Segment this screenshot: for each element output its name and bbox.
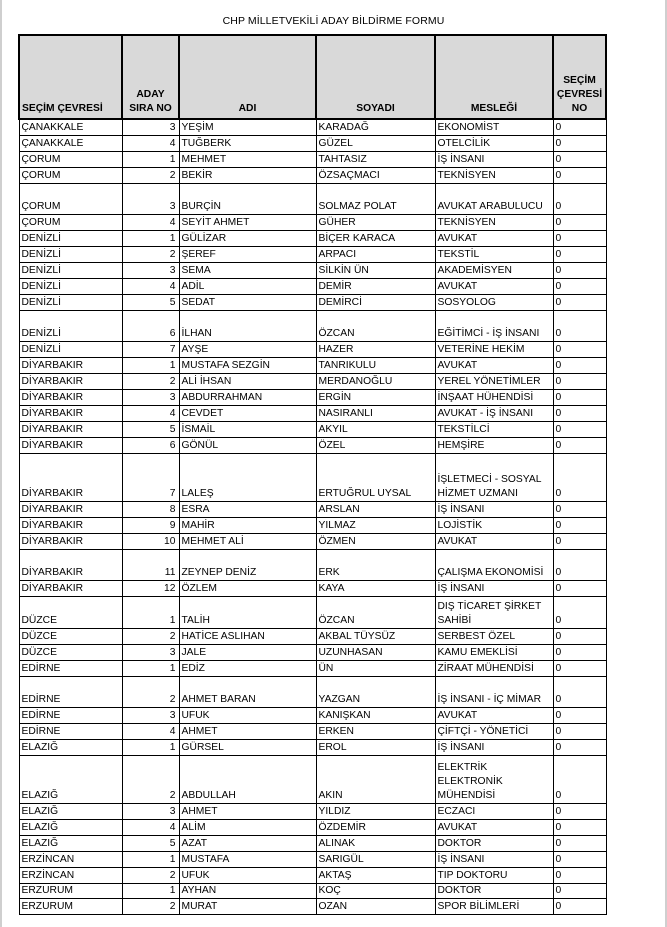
cell-aday-sira-no: 1 [122, 739, 179, 755]
cell-adi: TUĞBERK [179, 135, 316, 151]
cell-meslegi: İŞ İNSANI [435, 739, 553, 755]
cell-soyadi: ÖZCAN [316, 597, 435, 629]
cell-adi: ABDURRAHMAN [179, 390, 316, 406]
cell-adi: SEDAT [179, 294, 316, 310]
cell-meslegi: İŞ İNSANI [435, 501, 553, 517]
cell-aday-sira-no: 5 [122, 422, 179, 438]
cell-aday-sira-no: 1 [122, 231, 179, 247]
cell-aday-sira-no: 6 [122, 310, 179, 342]
cell-aday-sira-no: 3 [122, 183, 179, 215]
cell-secim-cevresi: DENİZLİ [19, 279, 122, 295]
cell-secim-cevresi: ELAZIĞ [19, 803, 122, 819]
cell-secim-cevresi-no: 0 [553, 422, 606, 438]
cell-aday-sira-no: 3 [122, 708, 179, 724]
cell-secim-cevresi: DİYARBAKIR [19, 374, 122, 390]
cell-aday-sira-no: 1 [122, 597, 179, 629]
cell-meslegi: TEKNİSYEN [435, 167, 553, 183]
cell-adi: İLHAN [179, 310, 316, 342]
cell-soyadi: AKYIL [316, 422, 435, 438]
cell-secim-cevresi-no: 0 [553, 803, 606, 819]
cell-adi: ESRA [179, 501, 316, 517]
cell-secim-cevresi: ELAZIĞ [19, 835, 122, 851]
table-row [19, 819, 606, 835]
cell-secim-cevresi: DÜZCE [19, 597, 122, 629]
cell-meslegi: İŞ İNSANI [435, 581, 553, 597]
table-row [19, 453, 606, 501]
cell-secim-cevresi: ÇORUM [19, 167, 122, 183]
cell-secim-cevresi: ELAZIĞ [19, 819, 122, 835]
cell-adi: GÜRSEL [179, 739, 316, 755]
table-row [19, 279, 606, 295]
cell-soyadi: TANRIKULU [316, 358, 435, 374]
cell-soyadi: OZAN [316, 899, 435, 915]
cell-adi: SEYİT AHMET [179, 215, 316, 231]
cell-adi: HATİCE ASLIHAN [179, 628, 316, 644]
cell-adi: AYŞE [179, 342, 316, 358]
table-row [19, 755, 606, 803]
cell-secim-cevresi-no: 0 [553, 899, 606, 915]
cell-meslegi: ELEKTRİK ELEKTRONİK MÜHENDİSİ [435, 755, 553, 803]
cell-secim-cevresi-no: 0 [553, 151, 606, 167]
cell-aday-sira-no: 6 [122, 438, 179, 454]
cell-aday-sira-no: 4 [122, 406, 179, 422]
cell-secim-cevresi: DENİZLİ [19, 294, 122, 310]
cell-secim-cevresi-no: 0 [553, 135, 606, 151]
header-secim-cevresi-no: SEÇİM ÇEVRESİ NO [553, 35, 606, 119]
table-row [19, 231, 606, 247]
cell-adi: ÖZLEM [179, 581, 316, 597]
cell-adi: İSMAİL [179, 422, 316, 438]
table-row [19, 644, 606, 660]
table-row [19, 422, 606, 438]
table-row [19, 835, 606, 851]
table-row [19, 247, 606, 263]
cell-secim-cevresi: DENİZLİ [19, 231, 122, 247]
page-left-edge [0, 0, 2, 927]
cell-adi: YEŞİM [179, 119, 316, 135]
cell-secim-cevresi: DİYARBAKIR [19, 581, 122, 597]
cell-secim-cevresi: ERZİNCAN [19, 851, 122, 867]
cell-soyadi: ARSLAN [316, 501, 435, 517]
cell-soyadi: NASIRANLI [316, 406, 435, 422]
cell-meslegi: İŞ İNSANI [435, 851, 553, 867]
candidate-table [18, 34, 607, 915]
cell-soyadi: AKBAL TÜYSÜZ [316, 628, 435, 644]
cell-meslegi: AVUKAT [435, 533, 553, 549]
table-row [19, 676, 606, 708]
cell-secim-cevresi: DİYARBAKIR [19, 438, 122, 454]
cell-soyadi: YILDIZ [316, 803, 435, 819]
table-row [19, 851, 606, 867]
cell-secim-cevresi: ÇANAKKALE [19, 135, 122, 151]
table-row [19, 501, 606, 517]
table-row [19, 533, 606, 549]
cell-aday-sira-no: 1 [122, 883, 179, 899]
cell-meslegi: ZİRAAT MÜHENDİSİ [435, 660, 553, 676]
cell-aday-sira-no: 4 [122, 819, 179, 835]
cell-soyadi: DEMİRCİ [316, 294, 435, 310]
cell-meslegi: AVUKAT [435, 279, 553, 295]
table-row [19, 263, 606, 279]
cell-soyadi: UZUNHASAN [316, 644, 435, 660]
cell-adi: UFUK [179, 867, 316, 883]
header-secim-cevresi: SEÇİM ÇEVRESİ [19, 35, 122, 119]
cell-aday-sira-no: 8 [122, 501, 179, 517]
cell-secim-cevresi-no: 0 [553, 644, 606, 660]
cell-secim-cevresi-no: 0 [553, 628, 606, 644]
cell-meslegi: DOKTOR [435, 883, 553, 899]
cell-meslegi: ECZACI [435, 803, 553, 819]
cell-soyadi: SARIGÜL [316, 851, 435, 867]
cell-secim-cevresi: EDİRNE [19, 708, 122, 724]
cell-soyadi: GÜZEL [316, 135, 435, 151]
cell-soyadi: ÜN [316, 660, 435, 676]
cell-adi: ADİL [179, 279, 316, 295]
table-row [19, 167, 606, 183]
cell-meslegi: AVUKAT [435, 819, 553, 835]
cell-soyadi: EROL [316, 739, 435, 755]
cell-secim-cevresi-no: 0 [553, 183, 606, 215]
cell-soyadi: ARPACI [316, 247, 435, 263]
table-row [19, 803, 606, 819]
cell-meslegi: SOSYOLOG [435, 294, 553, 310]
cell-adi: ŞEREF [179, 247, 316, 263]
cell-secim-cevresi-no: 0 [553, 294, 606, 310]
cell-aday-sira-no: 2 [122, 374, 179, 390]
cell-soyadi: ALINAK [316, 835, 435, 851]
cell-soyadi: MERDANOĞLU [316, 374, 435, 390]
cell-aday-sira-no: 2 [122, 676, 179, 708]
cell-secim-cevresi: ERZURUM [19, 883, 122, 899]
cell-secim-cevresi-no: 0 [553, 755, 606, 803]
cell-secim-cevresi: ELAZIĞ [19, 739, 122, 755]
cell-soyadi: KOÇ [316, 883, 435, 899]
cell-secim-cevresi-no: 0 [553, 453, 606, 501]
cell-aday-sira-no: 2 [122, 867, 179, 883]
cell-secim-cevresi: EDİRNE [19, 723, 122, 739]
cell-secim-cevresi: DENİZLİ [19, 247, 122, 263]
table-row [19, 708, 606, 724]
cell-adi: AZAT [179, 835, 316, 851]
table-row [19, 660, 606, 676]
cell-soyadi: AKTAŞ [316, 867, 435, 883]
table-row [19, 549, 606, 581]
cell-adi: SEMA [179, 263, 316, 279]
cell-adi: TALİH [179, 597, 316, 629]
cell-adi: AHMET [179, 723, 316, 739]
cell-secim-cevresi-no: 0 [553, 883, 606, 899]
table-row [19, 723, 606, 739]
cell-soyadi: ERK [316, 549, 435, 581]
table-row [19, 358, 606, 374]
cell-adi: LALEŞ [179, 453, 316, 501]
table-row [19, 438, 606, 454]
cell-secim-cevresi-no: 0 [553, 501, 606, 517]
header-soyadi: SOYADI [316, 35, 435, 119]
cell-secim-cevresi-no: 0 [553, 438, 606, 454]
cell-aday-sira-no: 7 [122, 453, 179, 501]
cell-meslegi: AVUKAT [435, 708, 553, 724]
cell-meslegi: İŞLETMECİ - SOSYAL HİZMET UZMANI [435, 453, 553, 501]
table-row [19, 294, 606, 310]
cell-secim-cevresi: ÇORUM [19, 183, 122, 215]
cell-secim-cevresi: ÇORUM [19, 215, 122, 231]
cell-meslegi: OTELCİLİK [435, 135, 553, 151]
page-title: CHP MİLLETVEKİLİ ADAY BİLDİRME FORMU [222, 15, 445, 27]
cell-meslegi: İNŞAAT HÜHENDİSİ [435, 390, 553, 406]
table-row [19, 899, 606, 915]
cell-adi: AHMET BARAN [179, 676, 316, 708]
cell-secim-cevresi: DİYARBAKIR [19, 501, 122, 517]
cell-secim-cevresi: DİYARBAKIR [19, 406, 122, 422]
cell-aday-sira-no: 1 [122, 660, 179, 676]
cell-soyadi: ÖZMEN [316, 533, 435, 549]
cell-soyadi: SİLKİN ÜN [316, 263, 435, 279]
cell-adi: BEKİR [179, 167, 316, 183]
table-row [19, 151, 606, 167]
cell-adi: AYHAN [179, 883, 316, 899]
cell-meslegi: DIŞ TİCARET ŞİRKET SAHİBİ [435, 597, 553, 629]
cell-meslegi: EĞİTİMCİ - İŞ İNSANI [435, 310, 553, 342]
cell-aday-sira-no: 4 [122, 215, 179, 231]
cell-secim-cevresi: DENİZLİ [19, 263, 122, 279]
table-row [19, 374, 606, 390]
cell-soyadi: SOLMAZ POLAT [316, 183, 435, 215]
cell-meslegi: SERBEST ÖZEL [435, 628, 553, 644]
cell-meslegi: AKADEMİSYEN [435, 263, 553, 279]
cell-meslegi: SPOR BİLİMLERİ [435, 899, 553, 915]
table-row [19, 597, 606, 629]
cell-soyadi: HAZER [316, 342, 435, 358]
table-row [19, 628, 606, 644]
cell-meslegi: AVUKAT [435, 231, 553, 247]
cell-adi: MUSTAFA SEZGİN [179, 358, 316, 374]
cell-aday-sira-no: 3 [122, 263, 179, 279]
cell-soyadi: GÜHER [316, 215, 435, 231]
cell-adi: EDİZ [179, 660, 316, 676]
cell-secim-cevresi-no: 0 [553, 549, 606, 581]
cell-meslegi: HEMŞİRE [435, 438, 553, 454]
table-row [19, 406, 606, 422]
cell-meslegi: KAMU EMEKLİSİ [435, 644, 553, 660]
cell-secim-cevresi-no: 0 [553, 676, 606, 708]
cell-adi: CEVDET [179, 406, 316, 422]
cell-aday-sira-no: 7 [122, 342, 179, 358]
cell-aday-sira-no: 9 [122, 517, 179, 533]
cell-secim-cevresi: DİYARBAKIR [19, 390, 122, 406]
cell-soyadi: ÖZDEMİR [316, 819, 435, 835]
cell-meslegi: TEKSTİLCİ [435, 422, 553, 438]
cell-soyadi: ERTUĞRUL UYSAL [316, 453, 435, 501]
cell-secim-cevresi: EDİRNE [19, 660, 122, 676]
cell-secim-cevresi-no: 0 [553, 215, 606, 231]
cell-aday-sira-no: 3 [122, 390, 179, 406]
cell-secim-cevresi-no: 0 [553, 533, 606, 549]
cell-secim-cevresi: ÇANAKKALE [19, 119, 122, 135]
cell-secim-cevresi: DÜZCE [19, 628, 122, 644]
cell-secim-cevresi: ERZURUM [19, 899, 122, 915]
cell-meslegi: LOJİSTİK [435, 517, 553, 533]
cell-aday-sira-no: 2 [122, 167, 179, 183]
cell-secim-cevresi-no: 0 [553, 247, 606, 263]
cell-aday-sira-no: 11 [122, 549, 179, 581]
cell-secim-cevresi-no: 0 [553, 739, 606, 755]
cell-secim-cevresi-no: 0 [553, 581, 606, 597]
cell-soyadi: ÖZEL [316, 438, 435, 454]
table-row [19, 183, 606, 215]
cell-secim-cevresi-no: 0 [553, 358, 606, 374]
table-row [19, 883, 606, 899]
cell-secim-cevresi: DİYARBAKIR [19, 549, 122, 581]
cell-soyadi: KANIŞKAN [316, 708, 435, 724]
cell-aday-sira-no: 1 [122, 851, 179, 867]
header-aday-sira-no: ADAY SIRA NO [122, 35, 179, 119]
cell-adi: AHMET [179, 803, 316, 819]
cell-secim-cevresi-no: 0 [553, 851, 606, 867]
cell-secim-cevresi-no: 0 [553, 835, 606, 851]
cell-secim-cevresi-no: 0 [553, 723, 606, 739]
cell-secim-cevresi-no: 0 [553, 660, 606, 676]
table-row [19, 517, 606, 533]
cell-secim-cevresi: ELAZIĞ [19, 755, 122, 803]
cell-secim-cevresi-no: 0 [553, 867, 606, 883]
header-meslegi: MESLEĞİ [435, 35, 553, 119]
cell-soyadi: KAYA [316, 581, 435, 597]
cell-aday-sira-no: 4 [122, 723, 179, 739]
table-row [19, 739, 606, 755]
cell-secim-cevresi-no: 0 [553, 517, 606, 533]
cell-secim-cevresi: ERZİNCAN [19, 867, 122, 883]
table-row [19, 310, 606, 342]
table-row [19, 581, 606, 597]
cell-secim-cevresi-no: 0 [553, 390, 606, 406]
cell-soyadi: ERKEN [316, 723, 435, 739]
cell-meslegi: DOKTOR [435, 835, 553, 851]
cell-meslegi: EKONOMİST [435, 119, 553, 135]
cell-meslegi: YEREL YÖNETİMLER [435, 374, 553, 390]
table-row [19, 119, 606, 135]
cell-soyadi: ÖZSAÇMACI [316, 167, 435, 183]
cell-adi: MEHMET [179, 151, 316, 167]
cell-meslegi: TEKNİSYEN [435, 215, 553, 231]
cell-secim-cevresi: EDİRNE [19, 676, 122, 708]
cell-soyadi: ÖZCAN [316, 310, 435, 342]
cell-meslegi: İŞ İNSANI [435, 151, 553, 167]
cell-soyadi: AKIN [316, 755, 435, 803]
cell-secim-cevresi-no: 0 [553, 231, 606, 247]
table-row [19, 135, 606, 151]
cell-secim-cevresi: DİYARBAKIR [19, 453, 122, 501]
table-row [19, 390, 606, 406]
cell-aday-sira-no: 4 [122, 279, 179, 295]
cell-secim-cevresi: DİYARBAKIR [19, 517, 122, 533]
cell-meslegi: ÇİFTÇİ - YÖNETİCİ [435, 723, 553, 739]
cell-aday-sira-no: 4 [122, 135, 179, 151]
cell-adi: MURAT [179, 899, 316, 915]
cell-secim-cevresi-no: 0 [553, 597, 606, 629]
cell-aday-sira-no: 10 [122, 533, 179, 549]
cell-secim-cevresi: ÇORUM [19, 151, 122, 167]
cell-soyadi: DEMİR [316, 279, 435, 295]
cell-secim-cevresi-no: 0 [553, 819, 606, 835]
cell-secim-cevresi-no: 0 [553, 167, 606, 183]
cell-aday-sira-no: 12 [122, 581, 179, 597]
cell-aday-sira-no: 2 [122, 899, 179, 915]
cell-soyadi: TAHTASIZ [316, 151, 435, 167]
cell-secim-cevresi-no: 0 [553, 406, 606, 422]
cell-adi: GÜLİZAR [179, 231, 316, 247]
cell-secim-cevresi-no: 0 [553, 374, 606, 390]
cell-secim-cevresi: DİYARBAKIR [19, 533, 122, 549]
cell-meslegi: AVUKAT - İŞ İNSANI [435, 406, 553, 422]
cell-soyadi: KARADAĞ [316, 119, 435, 135]
header-adi: ADI [179, 35, 316, 119]
table-row [19, 215, 606, 231]
cell-adi: ABDULLAH [179, 755, 316, 803]
cell-adi: GÖNÜL [179, 438, 316, 454]
cell-secim-cevresi-no: 0 [553, 708, 606, 724]
cell-meslegi: TEKSTİL [435, 247, 553, 263]
cell-meslegi: AVUKAT ARABULUCU [435, 183, 553, 215]
cell-adi: ALİ İHSAN [179, 374, 316, 390]
cell-adi: MEHMET ALİ [179, 533, 316, 549]
cell-soyadi: YAZGAN [316, 676, 435, 708]
cell-aday-sira-no: 2 [122, 755, 179, 803]
table-header-row [19, 35, 606, 119]
cell-aday-sira-no: 3 [122, 803, 179, 819]
cell-secim-cevresi: DENİZLİ [19, 310, 122, 342]
cell-secim-cevresi-no: 0 [553, 119, 606, 135]
cell-meslegi: AVUKAT [435, 358, 553, 374]
cell-soyadi: YILMAZ [316, 517, 435, 533]
cell-adi: ALİM [179, 819, 316, 835]
cell-secim-cevresi-no: 0 [553, 263, 606, 279]
cell-aday-sira-no: 3 [122, 644, 179, 660]
cell-adi: UFUK [179, 708, 316, 724]
cell-secim-cevresi: DÜZCE [19, 644, 122, 660]
cell-aday-sira-no: 2 [122, 628, 179, 644]
cell-meslegi: VETERİNE HEKİM [435, 342, 553, 358]
cell-secim-cevresi-no: 0 [553, 279, 606, 295]
cell-aday-sira-no: 3 [122, 119, 179, 135]
cell-meslegi: TIP DOKTORU [435, 867, 553, 883]
cell-adi: MAHİR [179, 517, 316, 533]
cell-secim-cevresi-no: 0 [553, 342, 606, 358]
cell-adi: BURÇİN [179, 183, 316, 215]
cell-adi: MUSTAFA [179, 851, 316, 867]
cell-secim-cevresi: DİYARBAKIR [19, 422, 122, 438]
table-body [19, 119, 606, 915]
cell-meslegi: ÇALIŞMA EKONOMİSİ [435, 549, 553, 581]
cell-secim-cevresi: DENİZLİ [19, 342, 122, 358]
cell-meslegi: İŞ İNSANI - İÇ MİMAR [435, 676, 553, 708]
cell-soyadi: ERGİN [316, 390, 435, 406]
table-row [19, 342, 606, 358]
cell-aday-sira-no: 1 [122, 358, 179, 374]
cell-aday-sira-no: 5 [122, 294, 179, 310]
cell-aday-sira-no: 2 [122, 247, 179, 263]
cell-aday-sira-no: 5 [122, 835, 179, 851]
cell-soyadi: BİÇER KARACA [316, 231, 435, 247]
cell-secim-cevresi-no: 0 [553, 310, 606, 342]
table-row [19, 867, 606, 883]
cell-secim-cevresi: DİYARBAKIR [19, 358, 122, 374]
cell-aday-sira-no: 1 [122, 151, 179, 167]
cell-adi: ZEYNEP DENİZ [179, 549, 316, 581]
cell-adi: JALE [179, 644, 316, 660]
